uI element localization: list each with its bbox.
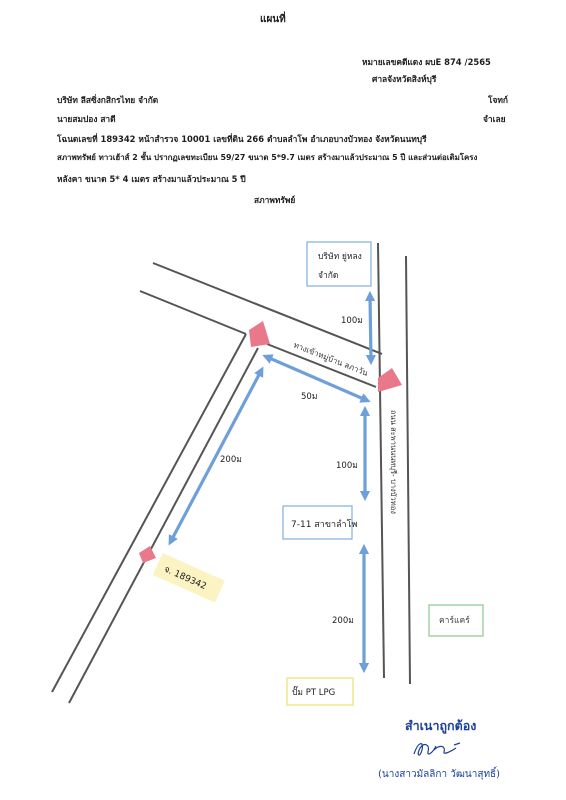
roads [52,243,410,703]
company-box [307,242,371,286]
marker-main-road-junction [378,368,402,392]
defendant-name: นายสมปอง สาดี [57,114,116,124]
section-heading: สภาพทรัพย์ [254,195,296,205]
parcel-note [153,553,225,603]
parcel-road-outer-edge [52,334,246,692]
plaintiff-name: บริษัท ลีสซิ่งกสิกรไทย จำกัด [57,95,159,105]
distance-100-mid: 100ม [336,461,358,471]
marker-parcel [139,546,156,563]
marker-side-road-entrance [249,321,270,347]
distance-100-top: 100ม [341,316,363,326]
certifier-name: (นางสาวมัลลิกา วัฒนาสุทธิ์) [378,769,501,780]
main-road-left-edge [378,243,384,678]
company-label-line2: จำกัด [318,271,339,281]
distance-200-bottom: 200ม [332,616,354,626]
arrow-100-top [370,296,371,360]
defendant-role: จำเลย [483,114,506,124]
store-711-label: 7-11 สาขาลำโพ [291,520,358,530]
plaintiff-role: โจทก์ [488,95,508,105]
distance-200-left: 200ม [220,455,242,465]
side-road-name: ทางเข้าหมู่บ้าน ลภาวัน [292,340,370,378]
car-care-label: คาร์แคร์ [439,616,470,626]
company-label-line1: บริษัท ยู่หลง [318,252,362,262]
certification-title: สำเนาถูกต้อง [405,718,477,733]
arrow-200-left [171,371,261,541]
gas-station-label: ปั๊ม PT LPG [292,688,336,698]
distance-50: 50ม [301,392,318,402]
deed-line: โฉนดเลขที่ 189342 หน้าสำรวจ 10001 เลขที่ดิน 266 ตำบลลำโพ อำเภอบางบัวทอง จังหวัดนนทบุรี [57,134,427,144]
court-name: ศาลจังหวัดสิงห์บุรี [372,74,437,84]
main-road-right-edge [406,256,410,684]
property-line-2: หลังคา ขนาด 5* 4 เมตร สร้างมาแล้วประมาณ 5 ปี [57,174,246,184]
distance-arrows [171,296,371,668]
page-title: แผนที่ [260,14,286,25]
parcel-label: จ. 189342 [162,564,208,593]
property-line-1: สภาพทรัพย์ ทาวเฮ้าส์ 2 ชั้น ปรากฏเลขทะเบียน 59/27 ขนาด 5*9.7 เมตร สร้างมาแล้วประมาณ 5 ปี และส่วนต่อเติมโครง [57,153,478,162]
signature [410,736,470,762]
side-road-bottom-edge-left [140,291,246,334]
case-number: หมายเลขคดีแดง ผบE 874 /2565 [362,57,491,67]
parcel-road-inner-edge [69,348,258,703]
main-road-name: ถนน สะพานนนทบุรี- บางบัวทอง [389,410,398,514]
